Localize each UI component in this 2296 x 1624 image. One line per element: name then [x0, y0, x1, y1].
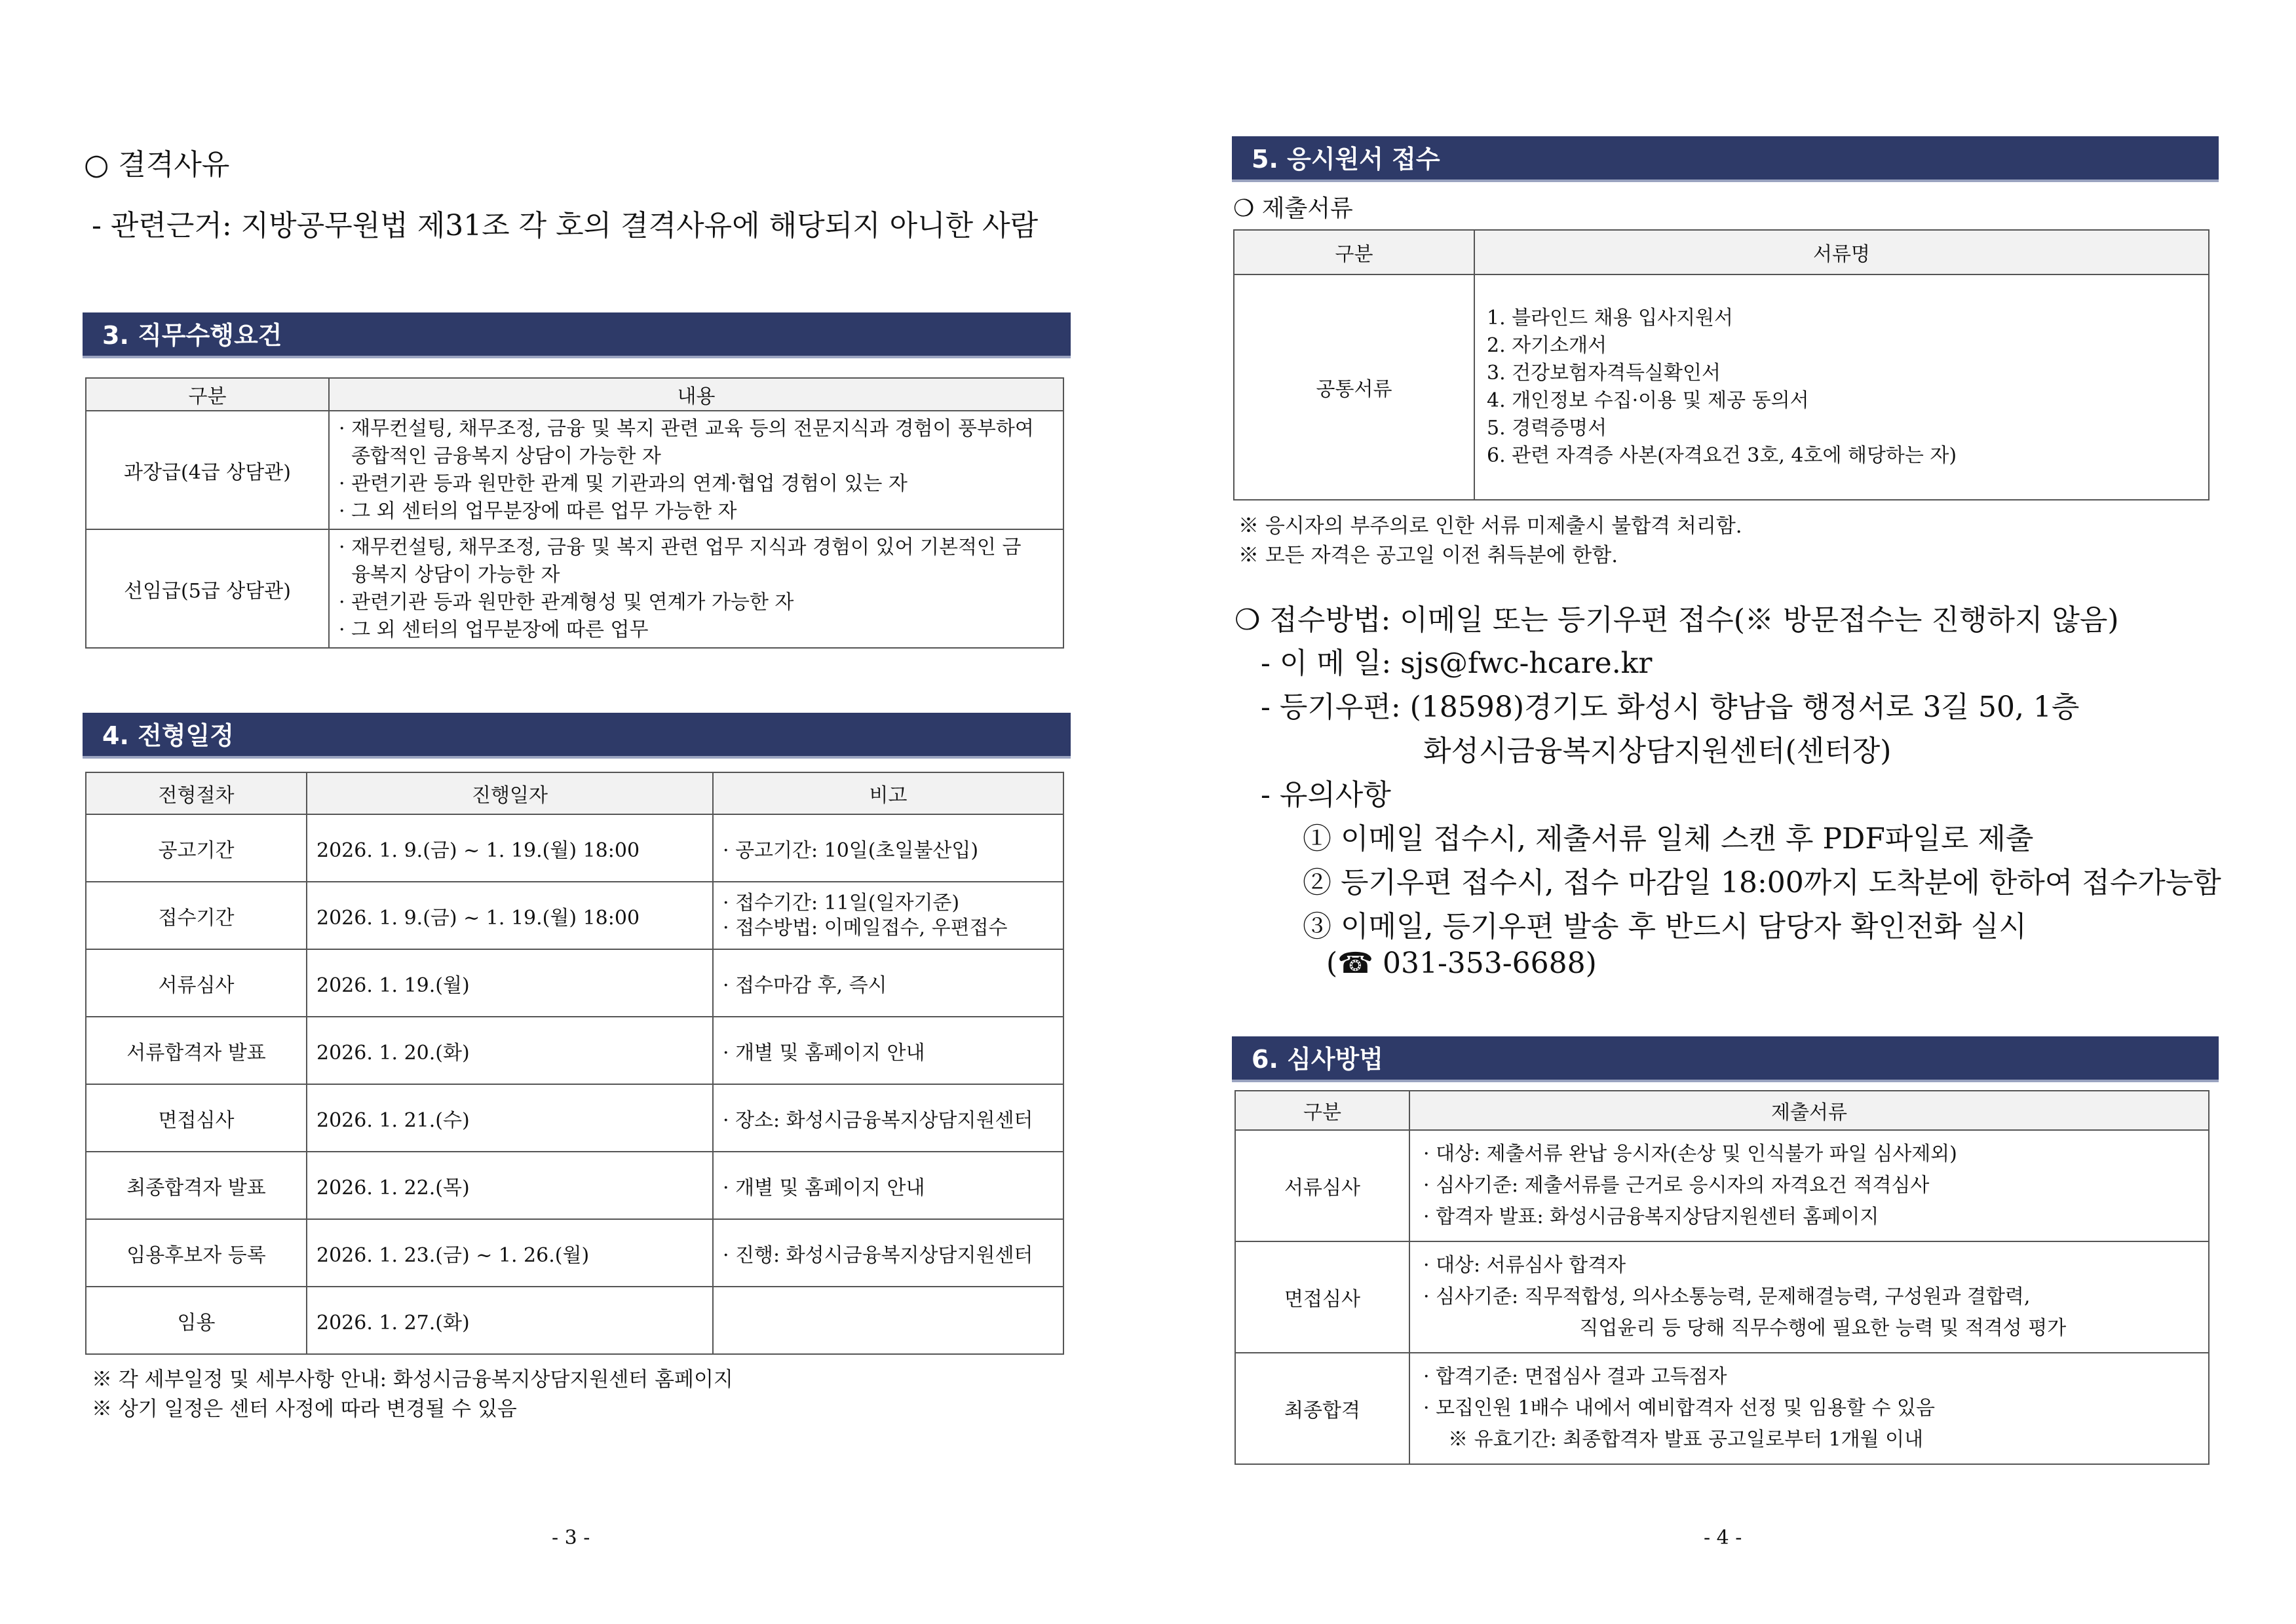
section-6-header: 6. 심사방법 — [1232, 1036, 2219, 1082]
step-cell: 임용후보자 등록 — [86, 1219, 307, 1287]
row-line: ※ 유효기간: 최종합격자 발표 공고일로부터 1개월 이내 — [1423, 1428, 1924, 1451]
table-row — [1235, 1130, 2209, 1241]
row-line: · 합격자 발표: 화성시금융복지상담지원센터 홈페이지 — [1423, 1205, 1879, 1228]
step-cell: 접수기간 — [86, 882, 307, 949]
docs-title: ❍ 제출서류 — [1233, 195, 1353, 222]
table-row — [86, 1017, 1063, 1084]
table-row — [1235, 1241, 2209, 1353]
doc-item: 4. 개인정보 수집·이용 및 제공 동의서 — [1487, 389, 1809, 412]
table-row — [86, 411, 1063, 529]
row-label: 최종합격 — [1235, 1353, 1409, 1464]
table-row — [86, 1084, 1063, 1152]
step-cell: 공고기간 — [86, 814, 307, 882]
row-line: 종합적인 금융복지 상담이 가능한 자 — [339, 444, 661, 468]
row-line: · 관련기관 등과 원만한 관계 및 기관과의 연계·협업 경험이 있는 자 — [339, 472, 908, 495]
row-line: · 그 외 센터의 업무분장에 따른 업무 가능한 자 — [339, 499, 737, 523]
step-cell: 임용 — [86, 1287, 307, 1354]
note-cell: · 진행: 화성시금융복지상담지원센터 — [713, 1219, 1063, 1287]
table-row — [86, 529, 1063, 648]
note-cell: · 접수마감 후, 즉시 — [713, 949, 1063, 1017]
table-row — [86, 882, 1063, 949]
docs-note: ※ 모든 자격은 공고일 이전 취득분에 한함. — [1238, 544, 1618, 567]
caution-item: ② 등기우편 접수시, 접수 마감일 18:00까지 도착분에 한하여 접수가능함 — [1303, 866, 2221, 899]
post-line: - 등기우편: (18598)경기도 화성시 향남읍 행정서로 3길 50, 1층 — [1261, 690, 2080, 724]
row-label: 선임급(5급 상담관) — [86, 529, 329, 648]
date-cell: 2026. 1. 22.(목) — [307, 1152, 713, 1219]
row-line: · 합격기준: 면접심사 결과 고득점자 — [1423, 1365, 1727, 1388]
table-header: 비고 — [713, 772, 1063, 814]
note-cell: · 개별 및 홈페이지 안내 — [713, 1017, 1063, 1084]
row-line: 직업윤리 등 당해 직무수행에 필요한 능력 및 적격성 평가 — [1423, 1317, 2067, 1340]
note-cell: · 장소: 화성시금융복지상담지원센터 — [713, 1084, 1063, 1152]
table-row — [1234, 274, 2209, 500]
row-label: 면접심사 — [1235, 1241, 1409, 1353]
date-cell: 2026. 1. 20.(화) — [307, 1017, 713, 1084]
row-label: 과장급(4급 상담관) — [86, 411, 329, 529]
table-header: 진행일자 — [307, 772, 713, 814]
date-cell: 2026. 1. 19.(월) — [307, 949, 713, 1017]
step-cell: 서류합격자 발표 — [86, 1017, 307, 1084]
doc-item: 2. 자기소개서 — [1487, 334, 1607, 357]
date-cell: 2026. 1. 9.(금) ~ 1. 19.(월) 18:00 — [307, 882, 713, 949]
schedule-note: ※ 상기 일정은 센터 사정에 따라 변경될 수 있음 — [92, 1397, 517, 1421]
row-line: · 관련기관 등과 원만한 관계형성 및 연계가 가능한 자 — [339, 590, 794, 614]
table-header: 서류명 — [1474, 230, 2209, 274]
table-header: 구분 — [1234, 230, 1474, 274]
row-line: · 심사기준: 제출서류를 근거로 응시자의 자격요건 적격심사 — [1423, 1174, 1930, 1197]
table-row — [86, 814, 1063, 882]
row-label: 공통서류 — [1234, 274, 1474, 500]
doc-item: 3. 건강보험자격득실확인서 — [1487, 362, 1721, 385]
disqualification-basis: - 관련근거: 지방공무원법 제31조 각 호의 결격사유에 해당되지 아니한 사람 — [92, 209, 1039, 242]
email-line: - 이 메 일: sjs@fwc-hcare.kr — [1261, 647, 1653, 680]
table-header: 전형절차 — [86, 772, 307, 814]
section-3-header: 3. 직무수행요건 — [83, 312, 1071, 358]
row-line: 융복지 상담이 가능한 자 — [339, 563, 560, 586]
table-header: 구분 — [1235, 1091, 1409, 1130]
doc-item: 5. 경력증명서 — [1487, 417, 1607, 440]
caution-title: - 유의사항 — [1261, 778, 1391, 812]
table-row — [86, 1152, 1063, 1219]
post-recipient: 화성시금융복지상담지원센터(센터장) — [1423, 734, 1892, 768]
row-label: 서류심사 — [1235, 1130, 1409, 1241]
row-line: · 대상: 제출서류 완납 응시자(손상 및 인식불가 파일 심사제외) — [1423, 1142, 1957, 1165]
row-line: · 재무컨설팅, 채무조정, 금융 및 복지 관련 업무 지식과 경험이 있어 기본적인 금 — [339, 535, 1022, 559]
table-row — [1235, 1353, 2209, 1464]
table-row — [86, 949, 1063, 1017]
note-cell: · 공고기간: 10일(초일불산입) — [713, 814, 1063, 882]
note-line: · 접수방법: 이메일접수, 우편접수 — [723, 916, 1008, 939]
table-row — [86, 1219, 1063, 1287]
step-cell: 최종합격자 발표 — [86, 1152, 307, 1219]
date-cell: 2026. 1. 21.(수) — [307, 1084, 713, 1152]
table-row — [86, 1287, 1063, 1354]
submission-method: ❍ 접수방법: 이메일 또는 등기우편 접수(※ 방문접수는 진행하지 않음) — [1234, 603, 2119, 637]
documents-table — [1233, 229, 2210, 500]
table-header: 구분 — [86, 378, 329, 411]
date-cell: 2026. 1. 9.(금) ~ 1. 19.(월) 18:00 — [307, 814, 713, 882]
page-number: - 4 - — [1704, 1526, 1742, 1549]
caution-item: ③ 이메일, 등기우편 발송 후 반드시 담당자 확인전화 실시 — [1303, 910, 2027, 943]
doc-item: 6. 관련 자격증 사본(자격요건 3호, 4호에 해당하는 자) — [1487, 444, 1957, 467]
disqualification-title: ○ 결격사유 — [84, 148, 230, 181]
row-line: · 심사기준: 직무적합성, 의사소통능력, 문제해결능력, 구성원과 결합력, — [1423, 1285, 2031, 1308]
schedule-table — [85, 772, 1064, 1355]
duty-requirements-table — [85, 377, 1064, 649]
caution-item: ① 이메일 접수시, 제출서류 일체 스캔 후 PDF파일로 제출 — [1303, 822, 2034, 856]
row-line: · 재무컨설팅, 채무조정, 금융 및 복지 관련 교육 등의 전문지식과 경험이 풍부하여 — [339, 417, 1034, 440]
note-line: · 접수기간: 11일(일자기준) — [723, 891, 960, 915]
doc-item: 1. 블라인드 채용 입사지원서 — [1487, 307, 1734, 330]
step-cell: 서류심사 — [86, 949, 307, 1017]
table-header: 내용 — [329, 378, 1063, 411]
row-line: · 모집인원 1배수 내에서 예비합격자 선정 및 임용할 수 있음 — [1423, 1397, 1935, 1420]
note-cell — [713, 1287, 1063, 1354]
review-method-table — [1234, 1090, 2210, 1465]
page-number: - 3 - — [552, 1526, 590, 1549]
docs-note: ※ 응시자의 부주의로 인한 서류 미제출시 불합격 처리함. — [1238, 514, 1742, 538]
contact-phone: (☎ 031-353-6688) — [1326, 947, 1597, 980]
note-cell: · 개별 및 홈페이지 안내 — [713, 1152, 1063, 1219]
row-line: · 그 외 센터의 업무분장에 따른 업무 — [339, 618, 649, 641]
date-cell: 2026. 1. 23.(금) ~ 1. 26.(월) — [307, 1219, 713, 1287]
table-header: 제출서류 — [1409, 1091, 2209, 1130]
section-4-header: 4. 전형일정 — [83, 713, 1071, 759]
step-cell: 면접심사 — [86, 1084, 307, 1152]
section-5-header: 5. 응시원서 접수 — [1232, 136, 2219, 182]
schedule-note: ※ 각 세부일정 및 세부사항 안내: 화성시금융복지상담지원센터 홈페이지 — [92, 1368, 733, 1391]
date-cell: 2026. 1. 27.(화) — [307, 1287, 713, 1354]
row-line: · 대상: 서류심사 합격자 — [1423, 1254, 1626, 1277]
